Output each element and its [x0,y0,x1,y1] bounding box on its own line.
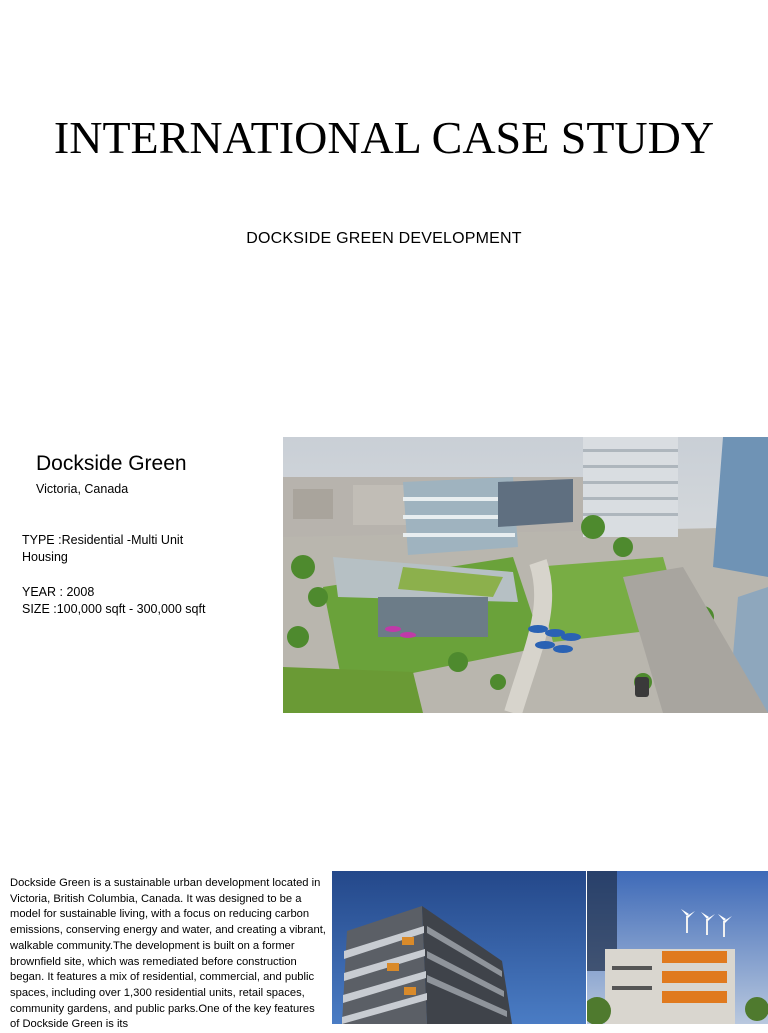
project-name: Dockside Green [36,452,187,475]
project-year: YEAR : 2008 [22,585,95,599]
project-size: SIZE :100,000 sqft - 300,000 sqft [22,602,206,616]
description-paragraph: Dockside Green is a sustainable urban development located in Victoria, British Columbia, Canada. It was designed to be a model for sustainable living, with a focus on reducing carbon emissions, conserving energy and water, and creating a vibrant, walkable community.The development is built on a former brownfield site, which was remediated before construction began. It features a mix of residential, commercial, and public spaces, including over 1,300 residential units, retail spaces, community gardens, and public parks.One of the key features of Dockside Green is its [10,877,326,1031]
project-location: Victoria, Canada [36,482,129,496]
project-type: TYPE :Residential -Multi Unit Housing [22,533,184,564]
aerial-rendering-image [283,437,768,713]
residential-building-photo [332,871,586,1024]
page-subtitle: DOCKSIDE GREEN DEVELOPMENT [246,230,522,247]
turbine-building-photo [587,871,768,1024]
page-title: INTERNATIONAL CASE STUDY [53,112,715,163]
